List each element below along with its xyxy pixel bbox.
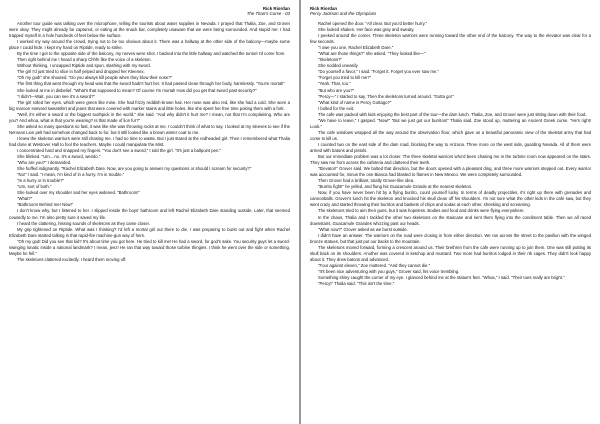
left-page-body <box>9 21 290 263</box>
left-page-header <box>9 6 290 16</box>
paragraph: "Skeletons?" <box>318 57 343 63</box>
left-header-author: Rick Riordan <box>262 6 290 11</box>
paragraph: Something shiny caught the corner of my eye. I glanced behind me at the statue's feet. "Whoa," I said. "Their toes really are bright." <box>318 274 565 280</box>
paragraph: "Oh my god! Did you see that kid? It's about time you got here. He tried to kill me! He had a sword, for god's sake. You security guys let a sword-swinging lunatic inside a national landmark? I mean, jeez! He ran that way toward those turbine thingies. I think he went over the side or something. Maybe he fell." <box>9 238 290 256</box>
paragraph: "Oh my god!" she shouted. "Do you always kill people when they blow their nose?" <box>17 75 173 81</box>
paragraph: "Forget you tried to kill me?" <box>318 75 372 81</box>
paragraph: "Um, sort of both." <box>17 184 52 190</box>
paragraph: "Burrito fight!" he yelled, and flung his Guacamole Grande at the nearest skeleton. <box>318 184 473 190</box>
paragraph: I knew the skeleton warriors were still chasing me. I had no time to waste. But I just stared at the redheaded girl. Then I remembered what Thalia had done at Westover Hall to fool the teachers. Maybe I could manipulate the Mist. <box>9 135 290 147</box>
paragraph: "What?" <box>17 196 33 202</box>
left-page <box>0 0 299 424</box>
paragraph: I heard the clattering, hissing sounds of skeletons as they came closer. <box>17 220 151 226</box>
paragraph: "What now?" Grover asked as we burst outside. <box>318 226 408 232</box>
paragraph: She looked shaken. Her face was gray and sweaty. <box>318 27 415 33</box>
right-page <box>301 0 600 424</box>
paragraph: I don't know why, but I listened to her. I slipped inside the boys' bathroom and left Rachel Elizabeth Dare standing outside. Later, that seemed cowardly to me. I'm also pretty sure it saved my life. <box>9 208 290 220</box>
paragraph: She looked at me in disbelief. "What's that supposed to mean? Of course I'm mortal! How did you get that sword past security?" <box>17 87 257 93</box>
paragraph: The girl rolled her eyes, which were green like mine. She had frizzy reddish-brown hair. Her nose was also red, like she had a cold. She wore a big maroon Harvard sweatshirt and jeans that were covered with marker stains and little holes, like she spent her free time poking them with a fork. <box>9 99 290 111</box>
right-header-author: Rick Riordan <box>310 6 338 11</box>
paragraph: She huffed indignantly. "Rachel Elizabeth Dare. Now, are you going to answer my questions or should I scream for security?" <box>17 166 252 172</box>
paragraph: The cafe windows wrapped all the way around the observation floor, which gave us a beautiful panoramic view of the skeletal army that had come to kill us. <box>310 129 591 141</box>
paragraph: "It's been nice adventuring with you guys," Grover said, his voice trembling. <box>318 268 460 274</box>
left-header-book-page: The Titan's Curse - 03 <box>246 11 290 16</box>
paragraph: I didn't have an answer. The warriors on the road were closing in from either direction. We ran across the street to the pavilion with the winged bronze statues, but that just put our backs to the mountain. <box>310 232 591 244</box>
paragraph: I concentrated hard and snapped my fingers. "You don't see a sword," I told the girl. "It's just a ballpoint pen." <box>17 147 222 153</box>
paragraph: "Do yourself a favor," I said. "Forget it. Forget you ever saw me." <box>318 69 440 75</box>
paragraph: I peeked around the corner. Three skeleton warriors were running toward the other end of the balcony. The way to the elevator was clear for a few seconds. <box>310 33 591 45</box>
paragraph: "In a hurry or in trouble?" <box>17 178 64 184</box>
paragraph: The skeletons clattered excitedly. I heard them moving off. <box>17 256 127 262</box>
right-page-header <box>310 6 591 16</box>
paragraph: She nodded uneasily. <box>318 63 359 69</box>
paragraph: "What are those things?" she asked. "They looked like—" <box>318 51 426 57</box>
paragraph: The girl I'd just tried to slice in half yelped and dropped her Kleenex. <box>17 69 145 75</box>
paragraph: "Bathroom! Behind me! Now!" <box>17 202 74 208</box>
paragraph: She blinked. "Um... no. It's a sword, weirdo." <box>17 154 101 160</box>
paragraph: Then right behind me I heard a sharp Chhh! like the voice of a skeleton. <box>17 57 152 63</box>
paragraph: She asked so many questions so fast, it was like she was throwing rocks at me. I couldn't think of what to say. I looked at my sleeves to see if the Nemean Lion pelt had somehow changed back to fur, but it still looked like a brown winter coat to me. <box>9 123 290 135</box>
paragraph: "Who are you?" I demanded. <box>17 160 72 166</box>
paragraph: "I owe you one, Rachel Elizabeth Dare." <box>318 45 394 51</box>
paragraph: "No!" I said. "I mean, I'm kind of in a hurry. I'm in trouble." <box>17 172 125 178</box>
paragraph: But our immediate problem was a lot closer. The three skeletal warriors who'd been chasing me in the turbine room now appeared on the stairs. They saw me from across the cafeteria and clattered their teeth. <box>310 154 591 166</box>
paragraph: The skeletons tried to aim their guns, but it was hopeless. Bodies and food and drinks were flying everywhere. <box>318 208 525 214</box>
paragraph: Now, if you have never been hit by a flying burrito, count yourself lucky. In terms of deadly projectiles, it's right up there with grenades and cannonballs. Grover's lunch hit the skeleton and knocked his skull clean off his shoulders. I'm not sure what the other kids in the cafe saw, but they went crazy and started throwing their burritos and baskets of chips and sodas at each other, shrieking and screaming. <box>310 190 591 208</box>
paragraph: "We have to leave," I gasped. "Now!" "But we just got our burritos!" Thalia said. Zoe stood up, muttering an Ancient Greek curse. "He's right! Look." <box>310 117 591 129</box>
paragraph: By the time I got to the opposite side of the balcony, my nerves were shot. I backed into the little hallway and watched the tunnel I'd come from. <box>17 51 286 57</box>
paragraph: "Yeah. That, too." <box>318 81 351 87</box>
paragraph: In the chaos, Thalia and I tackled the other two skeletons on the staircase and sent them flying into the condiment table. Then we all raced downstairs, Guacamole Grandes whizzing past our heads. <box>310 214 591 226</box>
paragraph: Without thinking, I uncapped Riptide and spun, slashing with my sword. <box>17 63 151 69</box>
paragraph: My grip tightened on Riptide. What was I thinking? I'd left a mortal girl out there to die. I was preparing to burst out and fight when Rachel Elizabeth Dare started talking in that rapid-fire machine-gun way of hers. <box>9 226 290 238</box>
paragraph: She looked over my shoulder and her eyes widened. "Bathroom!" <box>17 190 140 196</box>
paragraph: Another tour guide was talking over the microphone, telling the tourists about water supplies in Nevada. I prayed that Thalia, Zoe, and Grover were okay. They might already be captured, or eating at the snack bar, completely unaware that we were being surrounded. And stupid me: I had trapped myself in a hole hundreds of feet below the surface. <box>9 21 290 39</box>
right-page-body <box>310 21 591 287</box>
paragraph: "Percy!" Thalia said. "This isn't the time." <box>318 281 395 287</box>
paragraph: Then Grover had a brilliant, totally Grover-like idea. <box>318 178 415 184</box>
paragraph: I bolted for the exit. <box>318 105 355 111</box>
paragraph: "But who are you?" <box>318 87 355 93</box>
paragraph: The cafe was packed with kids enjoying the best part of the tour—the dam lunch. Thalia, Zoe, and Grover were just sitting down with their food. <box>318 111 587 117</box>
paragraph: "Well, it's either a sword or the biggest toothpick in the world," she said. "And why didn't it hurt me? I mean, not that I'm complaining. Who are you? And whoa, what is that you're wearing? Is that made of lion fur?" <box>9 111 290 123</box>
right-header-book-page: Percy Jackson and the Olympians <box>310 11 377 16</box>
paragraph: "Percy—" I started to say. Then the skeletons turned around. "Gotta go!" <box>318 93 454 99</box>
paragraph: "Four against eleven," Zoe muttered. "And they cannot die." <box>318 262 431 268</box>
paragraph: I counted two on the east side of the dam road, blocking the way to Arizona. Three more on the west side, guarding Nevada. All of them were armed with batons and pistols. <box>310 141 591 153</box>
paragraph: The skeletons moved forward, forming a crescent around us. Their brethren from the cafe were running up to join them. One was still putting its skull back on its shoulders. Another was covered in ketchup and mustard. Two more had burritos lodged in their rib cages. They didn't look happy about it. They drew batons and advanced. <box>310 244 591 262</box>
paragraph: Rachel opened the door. "All clear. But you'd better hurry." <box>318 21 428 26</box>
paragraph: "I didn't—Wait, you can see it's a sword?" <box>17 93 95 99</box>
paragraph: The first thing that went through my head was that the sword hadn't hurt her. It had passed clean through her body, harmlessly. "You're mortal!" <box>17 81 285 87</box>
paragraph: "What kind of name is Percy Gottago?" <box>318 99 392 105</box>
paragraph: "Elevator!" Grover said. We bolted that direction, but the doors opened with a pleasant ding, and three more warriors stepped out. Every warrior was accounted for, minus the one Bianca had blasted to flames in New Mexico. We were completely surrounded. <box>310 166 591 178</box>
paragraph: I worked my way around the crowd, trying not to be too obvious about it. There was a hallway at the other side of the balcony—maybe some place I could hide. I kept my hand on Riptide, ready to strike. <box>9 39 290 51</box>
